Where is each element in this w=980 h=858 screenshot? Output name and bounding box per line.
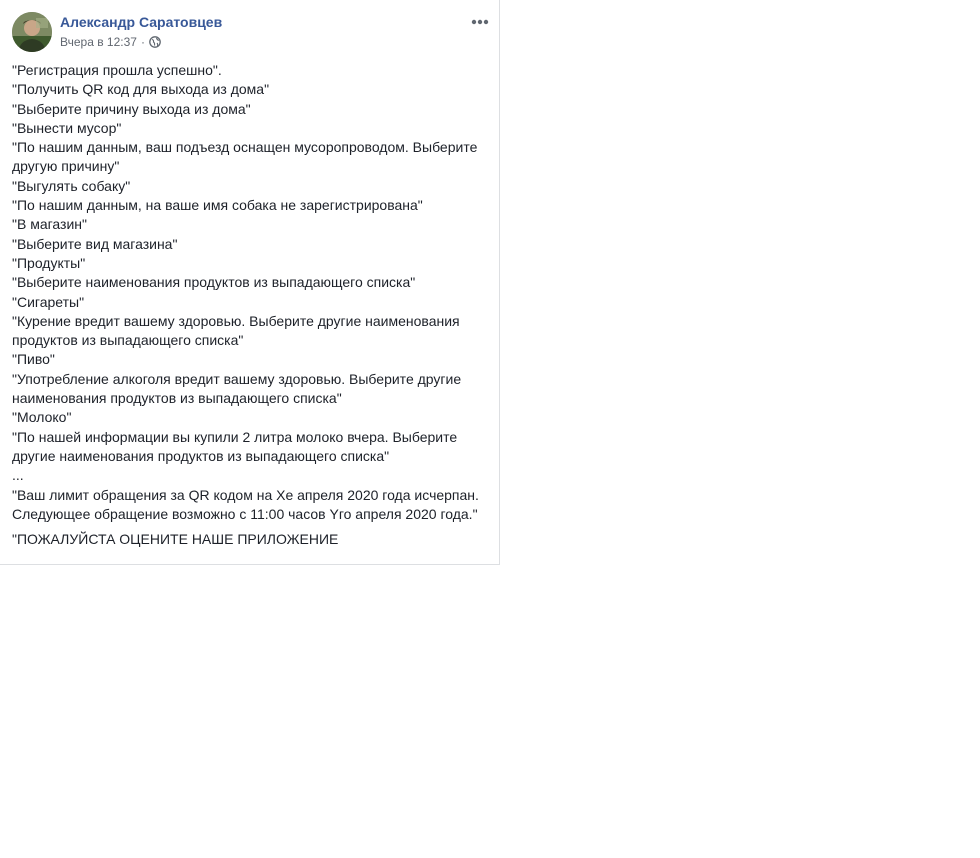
post-card (0, 0, 500, 565)
post-line: "Сигареты" (12, 293, 85, 310)
post-line: "По нашим данным, ваш подъезд оснащен мусоропроводом. Выберите другую причину" (12, 139, 478, 175)
globe-icon[interactable] (149, 36, 161, 48)
post-line: "Получить QR код для выхода из дома" (12, 81, 270, 98)
post-line: "Пиво" (12, 351, 55, 368)
meta-separator: · (140, 35, 145, 49)
post-line: ... (12, 467, 24, 484)
author-name[interactable]: Александр Саратовцев (60, 14, 223, 30)
post-line: "Продукты" (12, 254, 86, 271)
more-options-icon (471, 12, 489, 30)
post-line: "По нашей информации вы купили 2 литра молоко вчера. Выберите другие наименования продуктов из выпадающего списка" (12, 428, 458, 464)
post-line: "По нашим данным, на ваше имя собака не зарегистрирована" (12, 197, 423, 214)
post-meta (60, 35, 161, 49)
post-line: "В магазин" (12, 216, 87, 233)
avatar[interactable] (12, 12, 52, 52)
post-header (12, 12, 492, 52)
post-final-line: "ПОЖАЛУЙСТА ОЦЕНИТЕ НАШЕ ПРИЛОЖЕНИЕ (12, 531, 339, 548)
post-line: "Выберите причину выхода из дома" (12, 100, 251, 117)
post-line: "Выберите вид магазина" (12, 235, 178, 252)
post-line: "Вынести мусор" (12, 119, 122, 136)
post-body (12, 61, 492, 549)
post-line: "Ваш лимит обращения за QR кодом на Хе апреля 2020 года исчерпан. Следующее обращение возможно с 11:00 часов Yго апреля 2020 года." (12, 486, 479, 522)
post-line: "Выгулять собаку" (12, 177, 131, 194)
post-line: "Молоко" (12, 409, 72, 426)
post-line: "Выберите наименования продуктов из выпадающего списка" (12, 274, 416, 291)
more-options-button[interactable] (468, 12, 492, 30)
post-line: "Употребление алкоголя вредит вашему здоровью. Выберите другие наименования продуктов из выпадающего списка" (12, 370, 462, 407)
post-timestamp[interactable]: Вчера в 12:37 (60, 35, 137, 49)
post-line: "Курение вредит вашему здоровью. Выберите другие наименования продуктов из выпадающего списка" (12, 312, 460, 349)
post-line: "Регистрация прошла успешно". (12, 62, 222, 78)
